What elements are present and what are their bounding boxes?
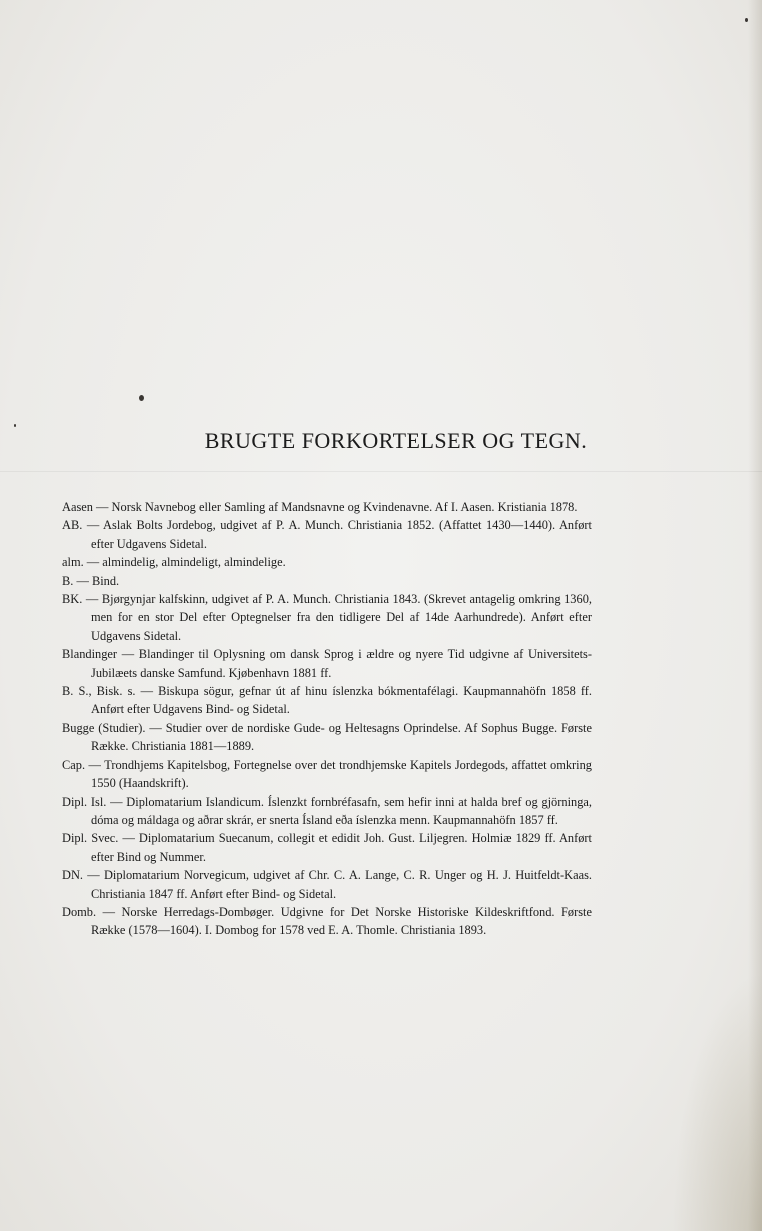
abbreviation-entry: B. S., Bisk. s. — Biskupa sögur, gefnar út af hinu íslenzka bókmentafélagi. Kaupmannahöfn 1858 ff. Anført efter Udgavens Bind- og Sidetal. bbox=[62, 684, 592, 717]
abbreviation-entry: Aasen — Norsk Navnebog eller Samling af Mandsnavne og Kvindenavne. Af I. Aasen. Kristiania 1878. bbox=[62, 500, 578, 514]
abbreviation-entry: Domb. — Norske Herredags-Dombøger. Udgivne for Det Norske Historiske Kildeskriftfond. Første Række (1578—1604). I. Dombog for 1578 ved E. A. Thomle. Christiania 1893. bbox=[62, 904, 592, 938]
abbreviation-entry: BK. — Bjørgynjar kalfskinn, udgivet af P. A. Munch. Christiania 1843. (Skrevet antagelig omkring 1360, men for en stor Del efter Optegnelser fra den tidligere Del af 14de Aarhundrede). Anført efter Udgavens Sidetal. bbox=[62, 592, 592, 643]
abbreviation-entry: Dipl. Svec. — Diplomatarium Suecanum, collegit et edidit Joh. Gust. Liljegren. Holmiæ 1829 ff. Anført efter Bind og Nummer. bbox=[62, 831, 592, 864]
page-title: BRUGTE FORKORTELSER OG TEGN. bbox=[204, 428, 588, 453]
ink-speck bbox=[14, 424, 16, 427]
abbreviation-entry: B. — Bind. bbox=[62, 573, 120, 588]
ink-speck bbox=[745, 18, 748, 22]
abbreviation-entry: Bugge (Studier). — Studier over de nordiske Gude- og Heltesagns Oprindelse. Af Sophus Bugge. Første Række. Christiania 1881—1889. bbox=[62, 720, 592, 754]
paper-stain bbox=[672, 971, 762, 1231]
abbreviation-entry: Cap. — Trondhjems Kapitelsbog, Fortegnelse over det trondhjemske Kapitels Jordegods, affattet omkring 1550 (Haandskrift). bbox=[62, 757, 592, 791]
ink-speck bbox=[139, 395, 144, 401]
abbreviation-entry: alm. — almindelig, almindeligt, almindelige. bbox=[62, 555, 286, 570]
abbreviation-entry: Blandinger — Blandinger til Oplysning om dansk Sprog i ældre og nyere Tid udgivne af Universitets-Jubilæets danske Samfund. Kjøbenhavn 1881 ff. bbox=[62, 647, 592, 680]
fold-line bbox=[0, 471, 762, 472]
abbreviation-entry: AB. — Aslak Bolts Jordebog, udgivet af P. A. Munch. Christiania 1852. (Affattet 1430—1440). Anført efter Udgavens Sidetal. bbox=[62, 518, 592, 551]
abbreviation-entry: DN. — Diplomatarium Norvegicum, udgivet af Chr. C. A. Lange, C. R. Unger og H. J. Huitfeldt-Kaas. Christiania 1847 ff. Anført efter Bind- og Sidetal. bbox=[62, 868, 592, 901]
abbreviation-entry: Dipl. Isl. — Diplomatarium Islandicum. Íslenzkt fornbréfasafn, sem hefir inni at halda bref og gjörninga, dóma og máldaga og aðrar skrár, er snerta Ísland eða íslenzka menn. Kaupmannahöfn 1857 ff. bbox=[62, 794, 592, 827]
abbreviation-list bbox=[62, 498, 592, 940]
